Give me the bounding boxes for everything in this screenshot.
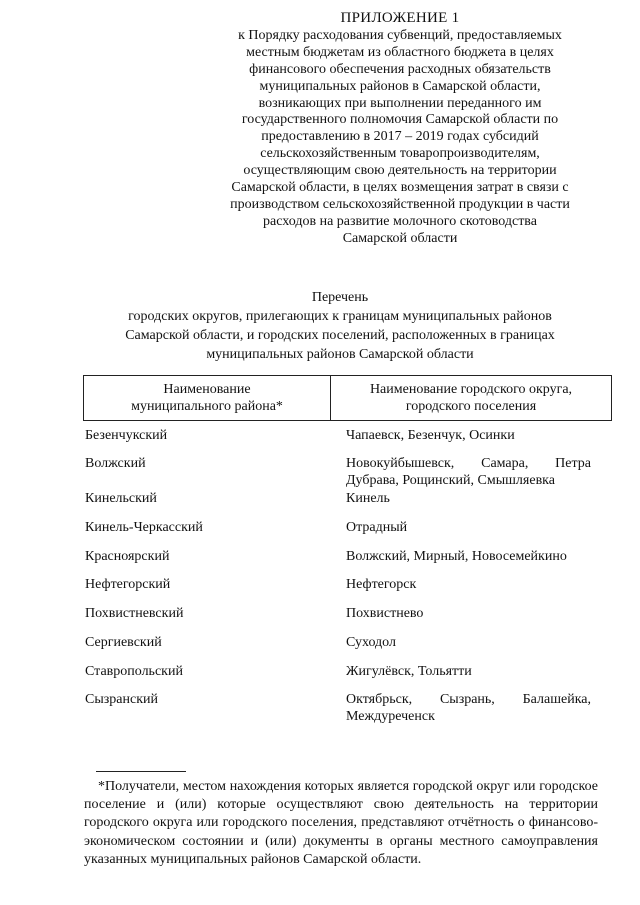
appendix-line: муниципальных районов в Самарской области, <box>259 78 541 94</box>
appendix-line: возникающих при выполнении переданного им <box>258 95 542 111</box>
appendix-line: расходов на развитие молочного скотоводства <box>263 213 537 229</box>
column-header-line: Наименование городского округа, <box>369 382 573 397</box>
list-heading <box>60 288 620 364</box>
district-name: Сергиевский <box>85 635 162 650</box>
cities-list: Волжский, Мирный, Новосемейкино <box>346 549 567 564</box>
list-title: Перечень <box>311 290 369 305</box>
column-header-line: городского поселения <box>405 399 537 414</box>
column-header-line: муниципального района* <box>131 399 283 414</box>
district-name: Кинель-Черкасский <box>85 520 203 535</box>
list-subtitle-line: Самарской области, и городских поселений, расположенных в границах <box>125 328 555 343</box>
list-subtitle-line: муниципальных районов Самарской области <box>206 347 474 362</box>
table-header <box>83 375 612 421</box>
appendix-line: Самарской области, в целях возмещения затрат в связи с <box>231 180 569 196</box>
list-subtitle-line: городских округов, прилегающих к границам муниципальных районов <box>128 309 552 324</box>
appendix-line: Самарской области <box>342 230 458 246</box>
cities-list: Жигулёвск, Тольятти <box>346 664 472 679</box>
cities-list: Отрадный <box>346 520 408 535</box>
district-name: Кинельский <box>85 491 157 506</box>
district-name: Ставропольский <box>85 664 183 679</box>
appendix-line: осуществляющим свою деятельность на территории <box>243 163 557 179</box>
cities-list: Суходол <box>346 635 396 650</box>
footnote-separator <box>96 771 186 772</box>
cities-list: Нефтегорск <box>346 577 417 592</box>
district-name: Похвистневский <box>85 606 184 621</box>
cities-list: Чапаевск, Безенчук, Осинки <box>346 428 515 443</box>
appendix-line: местным бюджетам из областного бюджета в целях <box>246 44 554 60</box>
column-header-line: Наименование <box>163 382 251 397</box>
column-header-district <box>84 376 331 420</box>
cities-list: Октябрьск, Сызрань, Балашейка, Междуреченск <box>346 692 591 724</box>
appendix-line: финансового обеспечения расходных обязательств <box>249 61 551 77</box>
appendix-line: производством сельскохозяйственной продукции в части <box>230 196 570 212</box>
appendix-title: ПРИЛОЖЕНИЕ 1 <box>340 10 460 26</box>
district-name: Безенчукский <box>85 428 168 443</box>
district-name: Сызранский <box>85 692 158 707</box>
column-header-cities <box>331 376 611 420</box>
district-name: Волжский <box>85 456 146 471</box>
cities-list: Кинель <box>346 491 390 506</box>
appendix-line: сельскохозяйственным товаропроизводителям, <box>260 146 540 162</box>
appendix-line: государственного полномочия Самарской области по <box>241 112 559 128</box>
appendix-line: предоставлению в 2017 – 2019 годах субсидий <box>261 129 539 145</box>
district-name: Красноярский <box>85 549 170 564</box>
cities-list: Новокуйбышевск, Самара, Петра Дубрава, Рощинский, Смышляевка <box>346 456 591 488</box>
appendix-header <box>200 10 600 248</box>
cities-list: Похвистнево <box>346 606 424 621</box>
district-name: Нефтегорский <box>85 577 171 592</box>
appendix-line: к Порядку расходования субвенций, предоставляемых <box>238 27 562 43</box>
footnote: *Получатели, местом нахождения которых является городской округ или городское поселение и (или) которые осуществляют свою деятельность на территории городского округа или городского поселения, представляют отчётность о финансово-экономическом состоянии и (или) документы в органы местного самоуправления указанных муниципальных районов Самарской области. <box>84 779 598 867</box>
